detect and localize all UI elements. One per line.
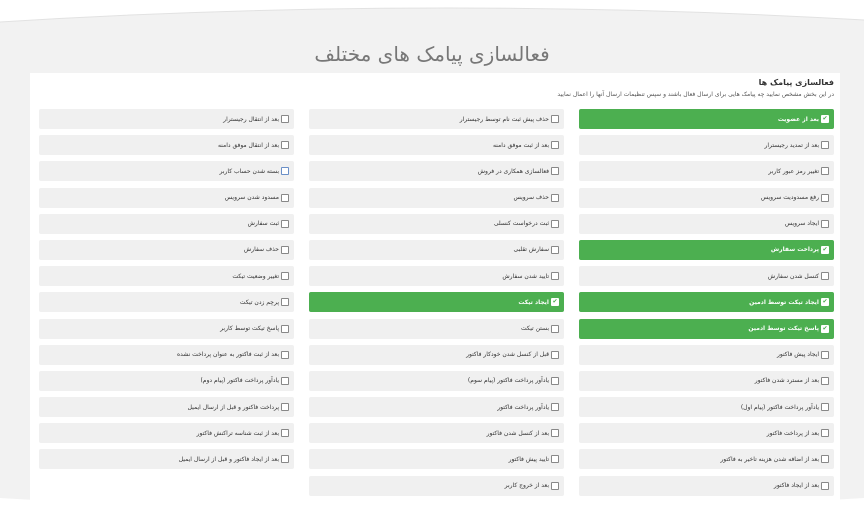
sms-option[interactable] bbox=[309, 449, 564, 469]
sms-option-label: قبل از کنسل شدن خودکار فاکتور bbox=[466, 351, 549, 359]
sms-option[interactable] bbox=[579, 188, 834, 208]
sms-option-label: حذف سفارش bbox=[243, 246, 279, 254]
checkbox-icon[interactable] bbox=[281, 115, 289, 123]
options-column-right bbox=[579, 109, 834, 502]
checkbox-icon[interactable] bbox=[551, 429, 559, 437]
sms-option[interactable] bbox=[39, 371, 294, 391]
sms-option-label: ایجاد تیکت bbox=[518, 298, 549, 306]
page-title: فعالسازی پیامک های مختلف bbox=[314, 42, 550, 66]
sms-option[interactable] bbox=[309, 476, 564, 496]
checkbox-icon[interactable] bbox=[551, 194, 559, 202]
sms-option[interactable] bbox=[309, 345, 564, 365]
sms-option-label: تغییر وضعیت تیکت bbox=[232, 272, 279, 280]
sms-option-label: پاسخ تیکت توسط ادمین bbox=[748, 325, 819, 332]
sms-option-label: تایید شدن سفارش bbox=[502, 272, 549, 280]
sms-option-label: بعد از ثبت فاکتور به عنوان پرداخت نشده bbox=[176, 351, 279, 359]
sms-option[interactable] bbox=[309, 135, 564, 155]
sms-option[interactable] bbox=[39, 214, 294, 234]
sms-option[interactable] bbox=[39, 423, 294, 443]
sms-option-label: بعد از اضافه شدن هزینه تاخیر به فاکتور bbox=[720, 455, 819, 463]
sms-option[interactable] bbox=[39, 266, 294, 286]
sms-option[interactable] bbox=[579, 423, 834, 443]
sms-option-label: یادآور پرداخت فاکتور (پیام دوم) bbox=[200, 377, 279, 385]
checkbox-icon[interactable] bbox=[821, 220, 829, 228]
sms-option[interactable] bbox=[579, 345, 834, 365]
sms-option-label: بعد از خروج کاربر bbox=[504, 482, 549, 490]
checkbox-icon[interactable] bbox=[551, 455, 559, 463]
sms-option-label: بعد از مسترد شدن فاکتور bbox=[754, 377, 819, 385]
checkbox-icon[interactable] bbox=[821, 272, 829, 280]
sms-option[interactable] bbox=[39, 109, 294, 129]
sms-option[interactable] bbox=[579, 161, 834, 181]
checkbox-icon[interactable] bbox=[551, 141, 559, 149]
sms-option-label: تغییر رمز عبور کاربر bbox=[768, 167, 819, 175]
sms-option-label: فعالسازی همکاری در فروش bbox=[477, 167, 549, 175]
checkbox-icon[interactable] bbox=[821, 194, 829, 202]
checkbox-icon[interactable] bbox=[551, 325, 559, 333]
sms-option-label: یادآور پرداخت فاکتور (پیام اول) bbox=[740, 403, 819, 411]
sms-option[interactable] bbox=[579, 319, 834, 339]
checkbox-icon[interactable] bbox=[281, 455, 289, 463]
sms-option-label: یادآور پرداخت فاکتور bbox=[497, 403, 549, 411]
sms-option-label: بعد از ایجاد فاکتور bbox=[773, 482, 819, 490]
sms-option-label: بستن تیکت bbox=[521, 325, 549, 332]
sms-option-label: بعد از انتقال رجیسترار bbox=[223, 115, 279, 123]
sms-option-label: ثبت درخواست کنسلی bbox=[493, 220, 549, 228]
checkbox-icon[interactable] bbox=[281, 272, 289, 280]
checkbox-icon[interactable] bbox=[551, 482, 559, 490]
checkbox-checked-icon[interactable]: ✔ bbox=[822, 324, 828, 332]
checkbox-icon[interactable] bbox=[281, 377, 289, 385]
sms-option[interactable] bbox=[579, 292, 834, 312]
sms-option[interactable] bbox=[579, 240, 834, 260]
sms-option-label: رفع مسدودیت سرویس bbox=[760, 194, 819, 202]
section-description: در این بخش مشخص نمایید چه پیامک هایی برای ارسال فعال باشند و سپس تنظیمات ارسال آنها را اعمال نمایید bbox=[557, 91, 834, 98]
sms-option[interactable] bbox=[39, 240, 294, 260]
checkbox-checked-icon[interactable]: ✔ bbox=[822, 245, 828, 253]
checkbox-icon[interactable] bbox=[281, 246, 289, 254]
sms-option[interactable] bbox=[39, 397, 294, 417]
options-column-middle bbox=[309, 109, 564, 502]
sms-option[interactable] bbox=[309, 397, 564, 417]
sms-option-label: پرداخت سفارش bbox=[770, 246, 819, 254]
sms-option[interactable] bbox=[309, 319, 564, 339]
sms-option[interactable] bbox=[579, 371, 834, 391]
sms-option[interactable] bbox=[39, 188, 294, 208]
sms-option[interactable] bbox=[39, 161, 294, 181]
checkbox-icon[interactable] bbox=[281, 325, 289, 333]
checkbox-icon[interactable] bbox=[281, 351, 289, 359]
sms-option[interactable] bbox=[309, 292, 564, 312]
checkbox-icon[interactable] bbox=[821, 141, 829, 149]
sms-option-label: پرچم زدن تیکت bbox=[239, 298, 279, 306]
sms-option[interactable] bbox=[579, 397, 834, 417]
sms-option-label: تایید پیش فاکتور bbox=[508, 455, 549, 463]
options-column-left bbox=[39, 109, 294, 476]
sms-option[interactable] bbox=[309, 109, 564, 129]
sms-option-label: ایجاد پیش فاکتور bbox=[776, 351, 819, 359]
checkbox-checked-icon[interactable]: ✔ bbox=[822, 298, 828, 306]
checkbox-icon[interactable] bbox=[821, 167, 829, 175]
sms-option[interactable] bbox=[39, 449, 294, 469]
checkbox-icon[interactable] bbox=[551, 403, 559, 411]
checkbox-icon[interactable] bbox=[281, 220, 289, 228]
checkbox-checked-icon[interactable]: ✔ bbox=[822, 115, 828, 122]
checkbox-icon[interactable] bbox=[551, 272, 559, 280]
checkbox-icon[interactable] bbox=[821, 351, 829, 359]
sms-option-label: بعد از کنسل شدن فاکتور bbox=[486, 429, 549, 437]
checkbox-icon[interactable] bbox=[281, 167, 289, 175]
checkbox-icon[interactable] bbox=[821, 377, 829, 385]
sms-option[interactable] bbox=[309, 423, 564, 443]
checkbox-icon[interactable] bbox=[281, 429, 289, 437]
sms-option[interactable] bbox=[579, 214, 834, 234]
sms-option-label: سفارش تقلبی bbox=[513, 246, 549, 254]
sms-option-label: بعد از ثبت شناسه تراکنش فاکتور bbox=[196, 429, 279, 437]
checkbox-icon[interactable] bbox=[551, 167, 559, 175]
sms-option-label: پاسخ تیکت توسط کاربر bbox=[220, 325, 279, 332]
sms-option[interactable] bbox=[309, 240, 564, 260]
checkbox-icon[interactable] bbox=[551, 377, 559, 385]
checkbox-icon[interactable] bbox=[821, 429, 829, 437]
checkbox-icon[interactable] bbox=[821, 455, 829, 463]
sms-option-label: مسدود شدن سرویس bbox=[224, 194, 279, 202]
checkbox-icon[interactable] bbox=[551, 246, 559, 254]
sms-option-label: حذف سرویس bbox=[513, 194, 549, 202]
sms-option-label: بعد از ایجاد فاکتور و قبل از ارسال ایمیل bbox=[178, 455, 279, 463]
sms-option-label: بعد از انتقال موفق دامنه bbox=[217, 141, 279, 149]
sms-settings-panel bbox=[30, 73, 840, 513]
sms-option-label: بعد از عضویت bbox=[777, 115, 819, 123]
checkbox-icon[interactable] bbox=[821, 482, 829, 490]
checkbox-icon[interactable] bbox=[281, 194, 289, 202]
sms-option[interactable] bbox=[579, 266, 834, 286]
sms-option-label: پرداخت فاکتور و قبل از ارسال ایمیل bbox=[187, 403, 279, 411]
sms-option[interactable] bbox=[309, 371, 564, 391]
sms-option[interactable] bbox=[39, 345, 294, 365]
sms-option[interactable] bbox=[39, 319, 294, 339]
sms-option-label: ایجاد سرویس bbox=[784, 220, 819, 228]
sms-option[interactable] bbox=[39, 292, 294, 312]
section-heading: فعالسازی پیامک ها bbox=[758, 78, 834, 87]
checkbox-icon[interactable] bbox=[281, 298, 289, 306]
checkbox-icon[interactable] bbox=[551, 351, 559, 359]
checkbox-icon[interactable] bbox=[551, 115, 559, 123]
sms-option[interactable] bbox=[579, 449, 834, 469]
sms-option-label: ایجاد تیکت توسط ادمین bbox=[749, 298, 819, 306]
sms-option-label: بعد از ثبت موفق دامنه bbox=[492, 141, 549, 149]
sms-option-label: حذف پیش ثبت نام توسط رجیسترار bbox=[459, 115, 549, 123]
checkbox-icon[interactable] bbox=[551, 220, 559, 228]
sms-option[interactable] bbox=[309, 188, 564, 208]
sms-option[interactable] bbox=[309, 266, 564, 286]
sms-option[interactable] bbox=[579, 135, 834, 155]
sms-option[interactable] bbox=[39, 135, 294, 155]
sms-option-label: ثبت سفارش bbox=[247, 220, 279, 228]
sms-option[interactable] bbox=[579, 109, 834, 129]
checkbox-icon[interactable] bbox=[281, 141, 289, 149]
sms-option-label: یادآور پرداخت فاکتور (پیام سوم) bbox=[467, 377, 549, 385]
sms-option[interactable] bbox=[579, 476, 834, 496]
sms-option-label: کنسل شدن سفارش bbox=[767, 272, 819, 280]
checkbox-icon[interactable] bbox=[821, 403, 829, 411]
sms-option-label: بعد از تمدید رجیسترار bbox=[764, 141, 819, 149]
sms-option[interactable] bbox=[309, 214, 564, 234]
sms-option-label: بعد از پرداخت فاکتور bbox=[766, 429, 819, 437]
sms-option[interactable] bbox=[309, 161, 564, 181]
sms-option-label: بسته شدن حساب کاربر bbox=[219, 167, 279, 175]
checkbox-icon[interactable] bbox=[281, 403, 289, 411]
checkbox-checked-icon[interactable]: ✔ bbox=[552, 298, 558, 306]
